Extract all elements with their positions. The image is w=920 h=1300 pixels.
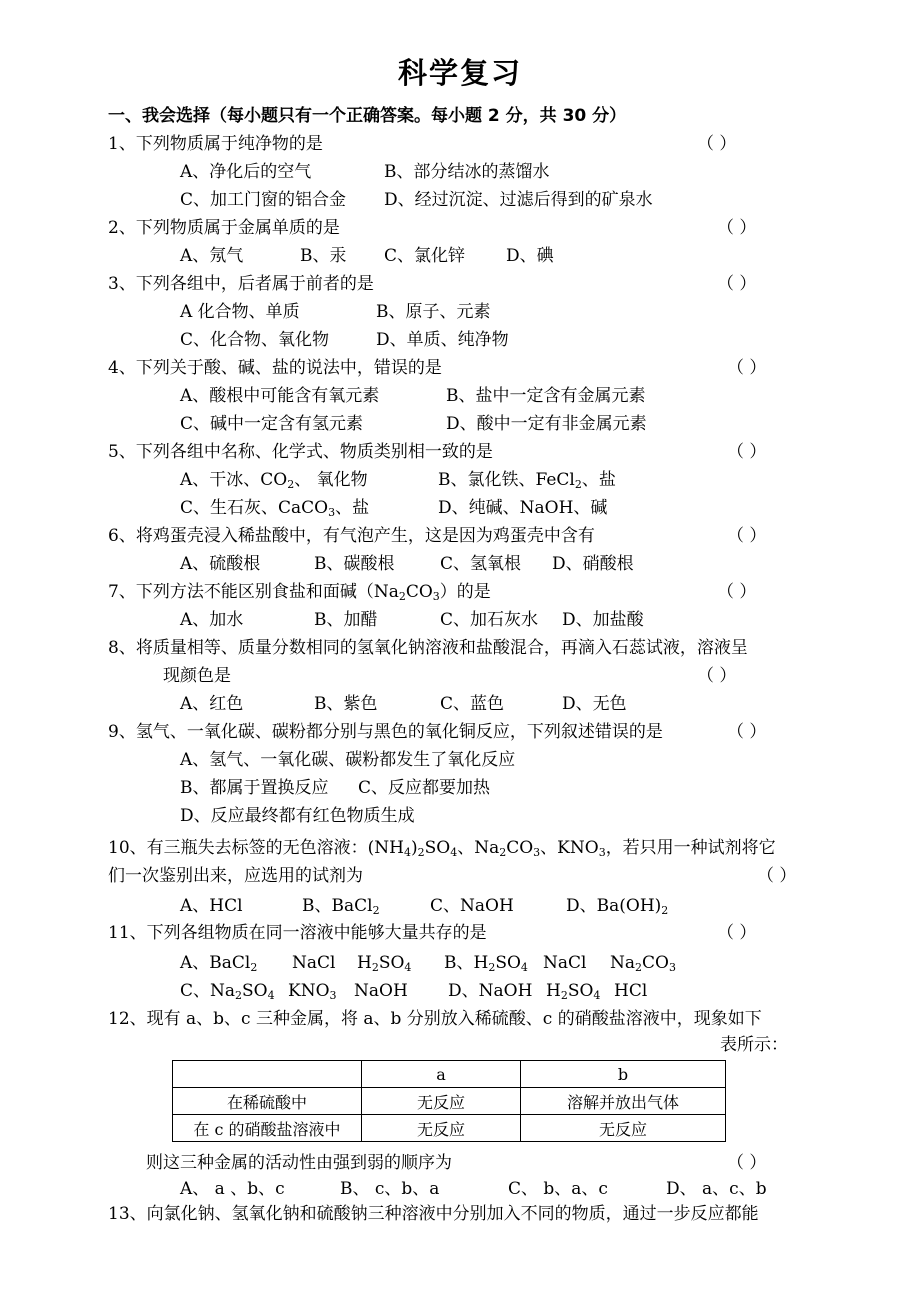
q11-option-a: A、BaCl$_2$: [180, 953, 258, 974]
table-cell: 溶解并放出气体: [521, 1088, 726, 1115]
question-11-stem: 11、下列各组物质在同一溶液中能够大量共存的是: [108, 923, 487, 943]
question-2-stem: 2、下列物质属于金属单质的是: [108, 218, 340, 238]
q4-option-a: A、酸根中可能含有氧元素: [180, 386, 380, 406]
question-3-stem: 3、下列各组中，后者属于前者的是: [108, 274, 374, 294]
q11-option-d: D、NaOH: [448, 981, 533, 1001]
q1-option-c: C、加工门窗的铝合金: [180, 190, 347, 210]
q12-option-c: C、 b、a、c: [508, 1179, 608, 1199]
q1-option-b: B、部分结冰的蒸馏水: [384, 162, 550, 182]
q11-option-d-item-2: $H_2SO_4$: [546, 981, 601, 1002]
q11-option-c-item-2: $KNO_3$: [288, 981, 337, 1002]
q4-option-d: D、酸中一定有非金属元素: [446, 414, 647, 434]
question-7-stem: 7、下列方法不能区别食盐和面碱$(Na_2CO_3)$的是: [108, 582, 491, 603]
q5-option-a: A、干冰、$CO_2$、 氧化物: [180, 470, 368, 491]
q11-option-b-item-3: $Na_2CO_3$: [610, 953, 676, 974]
q10-option-a: A、HCl: [180, 896, 243, 916]
q11-option-b-item-2: NaCl: [543, 953, 587, 973]
q9-option-b: B、都属于置换反应: [180, 778, 329, 798]
answer-blank-12: （ ）: [727, 1153, 767, 1173]
q8-option-b: B、紫色: [314, 694, 378, 714]
question-8-stem-cont: 现颜色是: [163, 666, 231, 686]
question-12-stem-cont: 表所示：: [720, 1035, 788, 1055]
q4-option-c: C、碱中一定含有氢元素: [180, 414, 364, 434]
table-cell: 无反应: [362, 1115, 521, 1142]
question-12-ask: 则这三种金属的活动性由强到弱的顺序为: [146, 1153, 452, 1173]
q11-option-a-item-3: $H_2SO_4$: [357, 953, 412, 974]
answer-blank-3: （ ）: [717, 274, 757, 294]
question-12-stem: 12、现有 a、b、c 三种金属，将 a、b 分别放入稀硫酸、c 的硝酸盐溶液中，现象如下: [108, 1009, 762, 1029]
question-1-stem: 1、下列物质属于纯净物的是: [108, 134, 323, 154]
answer-blank-1: （ ）: [697, 134, 737, 154]
q5-option-b: B、氯化铁、FeCl$_2$、盐: [438, 470, 616, 491]
page-title: 科学复习: [397, 56, 522, 90]
q8-option-c: C、蓝色: [440, 694, 505, 714]
q7-option-c: C、加石灰水: [440, 610, 539, 630]
q5-option-d: D、纯碱、NaOH、碱: [438, 498, 608, 518]
answer-blank-6: （ ）: [727, 526, 767, 546]
q7-option-a: A、加水: [180, 610, 244, 630]
question-8-stem: 8、将质量相等、质量分数相同的氢氧化钠溶液和盐酸混合，再滴入石蕊试液，溶液呈: [108, 638, 748, 658]
table-row: [173, 1061, 726, 1088]
q7-option-b: B、加醋: [314, 610, 378, 630]
question-5-stem: 5、下列各组中名称、化学式、物质类别相一致的是: [108, 442, 493, 462]
q11-option-c: C、$Na_2SO_4$: [180, 981, 275, 1002]
q6-option-a: A、硫酸根: [180, 554, 261, 574]
q9-option-c: C、反应都要加热: [358, 778, 491, 798]
q8-option-a: A、红色: [180, 694, 244, 714]
q9-option-a: A、氢气、一氧化碳、碳粉都发生了氧化反应: [180, 750, 516, 770]
answer-blank-11: （ ）: [717, 923, 757, 943]
q11-option-a-item-2: NaCl: [292, 953, 336, 973]
q11-option-b: B、$H_2SO_4$: [444, 953, 528, 974]
results-table: [172, 1060, 726, 1142]
table-cell: 在稀硫酸中: [173, 1088, 362, 1115]
table-row: [173, 1088, 726, 1115]
answer-blank-2: （ ）: [717, 218, 757, 238]
q1-option-d: D、经过沉淀、过滤后得到的矿泉水: [384, 190, 653, 210]
q10-option-c: C、NaOH: [430, 896, 514, 916]
q3-option-a: A 化合物、单质: [180, 302, 300, 322]
question-13-stem: 13、向氯化钠、氢氧化钠和硫酸钠三种溶液中分别加入不同的物质，通过一步反应都能: [108, 1204, 759, 1224]
question-6-stem: 6、将鸡蛋壳浸入稀盐酸中，有气泡产生，这是因为鸡蛋壳中含有: [108, 526, 595, 546]
question-9-stem: 9、氢气、一氧化碳、碳粉都分别与黑色的氧化铜反应，下列叙述错误的是: [108, 722, 663, 742]
question-10-stem-cont: 们一次鉴别出来，应选用的试剂为: [108, 866, 363, 886]
q2-option-b: B、汞: [300, 246, 347, 266]
q8-option-d: D、无色: [562, 694, 627, 714]
q12-option-b: B、 c、b、a: [340, 1179, 440, 1199]
q3-option-c: C、化合物、氧化物: [180, 330, 330, 350]
table-cell: b: [521, 1061, 726, 1088]
q6-option-d: D、硝酸根: [552, 554, 634, 574]
q2-option-a: A、氖气: [180, 246, 244, 266]
q11-option-d-item-3: HCl: [614, 981, 648, 1001]
table-cell: [173, 1061, 362, 1088]
section-heading: 一、我会选择（每小题只有一个正确答案。每小题 2 分，共 30 分）: [108, 106, 627, 126]
q3-option-d: D、单质、纯净物: [376, 330, 509, 350]
answer-blank-10: （ ）: [757, 866, 797, 886]
table-cell: a: [362, 1061, 521, 1088]
q2-option-c: C、氯化锌: [384, 246, 466, 266]
q12-option-d: D、 a、c、b: [666, 1179, 767, 1199]
q4-option-b: B、盐中一定含有金属元素: [446, 386, 646, 406]
table-cell: 无反应: [521, 1115, 726, 1142]
question-4-stem: 4、下列关于酸、碱、盐的说法中，错误的是: [108, 358, 442, 378]
table-cell: 在 c 的硝酸盐溶液中: [173, 1115, 362, 1142]
answer-blank-4: （ ）: [727, 358, 767, 378]
q2-option-d: D、碘: [506, 246, 554, 266]
q12-option-a: A、 a 、b、c: [180, 1179, 285, 1199]
q9-option-d: D、反应最终都有红色物质生成: [180, 806, 415, 826]
answer-blank-8: （ ）: [697, 666, 737, 686]
q10-option-d: D、$Ba(OH)_2$: [566, 896, 669, 917]
q10-option-b: B、BaCl$_2$: [302, 896, 380, 917]
question-10-stem: 10、有三瓶失去标签的无色溶液：$(NH_4)_2SO_4$、$Na_2CO_3$、$KNO_3$，若只用一种试剂将它: [108, 838, 776, 859]
answer-blank-9: （ ）: [727, 722, 767, 742]
answer-blank-5: （ ）: [727, 442, 767, 462]
answer-blank-7: （ ）: [717, 582, 757, 602]
q6-option-b: B、碳酸根: [314, 554, 395, 574]
q3-option-b: B、原子、元素: [376, 302, 491, 322]
table-row: [173, 1115, 726, 1142]
q6-option-c: C、氢氧根: [440, 554, 522, 574]
table-cell: 无反应: [362, 1088, 521, 1115]
q7-option-d: D、加盐酸: [562, 610, 644, 630]
q5-option-c: C、生石灰、CaCO$_3$、盐: [180, 498, 370, 519]
q1-option-a: A、净化后的空气: [180, 162, 312, 182]
q11-option-c-item-3: NaOH: [354, 981, 408, 1001]
